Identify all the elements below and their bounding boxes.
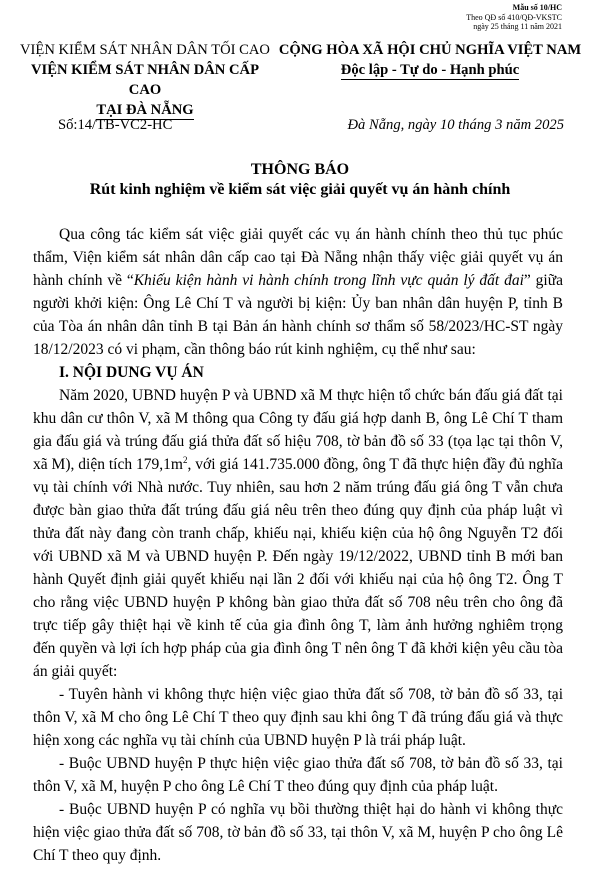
intro-text-2: ” giữa người khởi kiện: Ông Lê Chí T và người bị kiện: Ủy ban nhân dân huyện P, tỉnh B của Tòa án nhân dân tỉnh B tại Bản án hành chính sơ thẩm số 58/2023/HC-ST ngày 18/12/2023 có vi phạm, cần thông báo rút kinh nghiệm, cụ thể như sau: <box>33 272 563 358</box>
claim-item: - Buộc UBND huyện P thực hiện việc giao thửa đất số 708, tờ bản đồ số 33, tại thôn V, xã M, huyện P cho ông Lê Chí T theo đúng quy định của pháp luật. <box>33 755 563 795</box>
form-decision-date: ngày 25 tháng 11 năm 2021 <box>473 22 562 31</box>
national-header <box>270 40 590 80</box>
country-name: CỘNG HÒA XÃ HỘI CHỦ NGHĨA VIỆT NAM <box>278 42 582 58</box>
document-title: THÔNG BÁO <box>250 161 350 178</box>
issuing-agency-header <box>14 40 276 120</box>
section-heading-1: I. NỘI DUNG VỤ ÁN <box>59 364 204 381</box>
intro-text-1: Qua công tác kiểm sát việc giải quyết các vụ án hành chính theo thủ tục phúc thẩm, Viện kiểm sát nhân dân cấp cao tại Đà Nẵng nhận thấy việc giải quyết vụ án hành chính về “ <box>33 226 563 289</box>
document-number: Số:14/TB-VC2-HC <box>58 117 173 133</box>
claim-item: - Buộc UBND huyện P có nghĩa vụ bồi thường thiệt hại do hành vi không thực hiện việc giao thửa đất số 708, tờ bản đồ số 33, tại thôn V, xã M, huyện P cho ông Lê Chí T theo quy định. <box>33 801 563 864</box>
place-and-date: Đà Nẵng, ngày 10 tháng 3 năm 2025 <box>347 117 564 133</box>
parent-agency: VIỆN KIỂM SÁT NHÂN DÂN TỐI CAO <box>20 42 270 58</box>
form-number-note <box>466 3 562 32</box>
document-subtitle: Rút kinh nghiệm về kiểm sát việc giải quyết vụ án hành chính <box>89 181 511 198</box>
document-body <box>33 223 563 867</box>
issuing-agency-location: TẠI ĐÀ NẴNG <box>96 102 194 118</box>
claim-item: - Tuyên hành vi không thực hiện việc giao thửa đất số 708, tờ bản đồ số 33, tại thôn V, xã M cho ông Lê Chí T theo quy định sau khi ông T đã trúng đấu giá và thực hiện xong các nghĩa vụ tài chính của UBND huyện P là trái pháp luật. <box>33 686 563 749</box>
area-unit-superscript: 2 <box>182 454 188 465</box>
case-facts-text-2: , với giá 141.735.000 đồng, ông T đã thực hiện đầy đủ nghĩa vụ tài chính với Nhà nước. Tuy nhiên, sau hơn 2 năm trúng đấu giá ông T vẫn chưa được bàn giao thửa đất trúng đấu giá nêu trên theo đúng quy định của pháp luật vì thửa đất này đang còn tranh chấp, khiếu nại, khiếu kiện của hộ ông Nguyễn T2 đối với UBND xã M và UBND huyện P. Đến ngày 19/12/2022, UBND tỉnh B mới ban hành Quyết định giải quyết khiếu nại lần 2 đối với khiếu nại của hộ ông T2. Ông T cho rằng việc UBND huyện P không bàn giao thửa đất số 708 nêu trên cho ông đã trực tiếp gây thiệt hại về kinh tế của gia đình ông T, làm ảnh hưởng nghiêm trọng đến quyền và lợi ích hợp pháp của gia đình ông T nên ông T đã khởi kiện yêu cầu tòa án giải quyết: <box>33 456 563 680</box>
form-decision-ref: Theo QĐ số 410/QĐ-VKSTC <box>466 12 562 22</box>
form-number: Mẫu số 10/HC <box>512 3 562 12</box>
issuing-agency: VIỆN KIỂM SÁT NHÂN DÂN CẤP CAO <box>31 62 259 98</box>
case-subject: Khiếu kiện hành vi hành chính trong lĩnh vực quản lý đất đai <box>133 272 524 289</box>
case-facts-text-1: Năm 2020, UBND huyện P và UBND xã M thực hiện tổ chức bán đấu giá đất tại khu dân cư thôn V, xã M thông qua Công ty đấu giá hợp danh B, ông Lê Chí T tham gia đấu giá và trúng đấu giá thửa đất số hiệu 708, tờ bản đồ số 33 (tọa lạc tại thôn V, xã M), diện tích 179,1m <box>33 387 563 473</box>
intro-paragraph <box>33 223 563 361</box>
case-facts-paragraph <box>33 384 563 683</box>
national-motto: Độc lập - Tự do - Hạnh phúc <box>340 62 520 78</box>
